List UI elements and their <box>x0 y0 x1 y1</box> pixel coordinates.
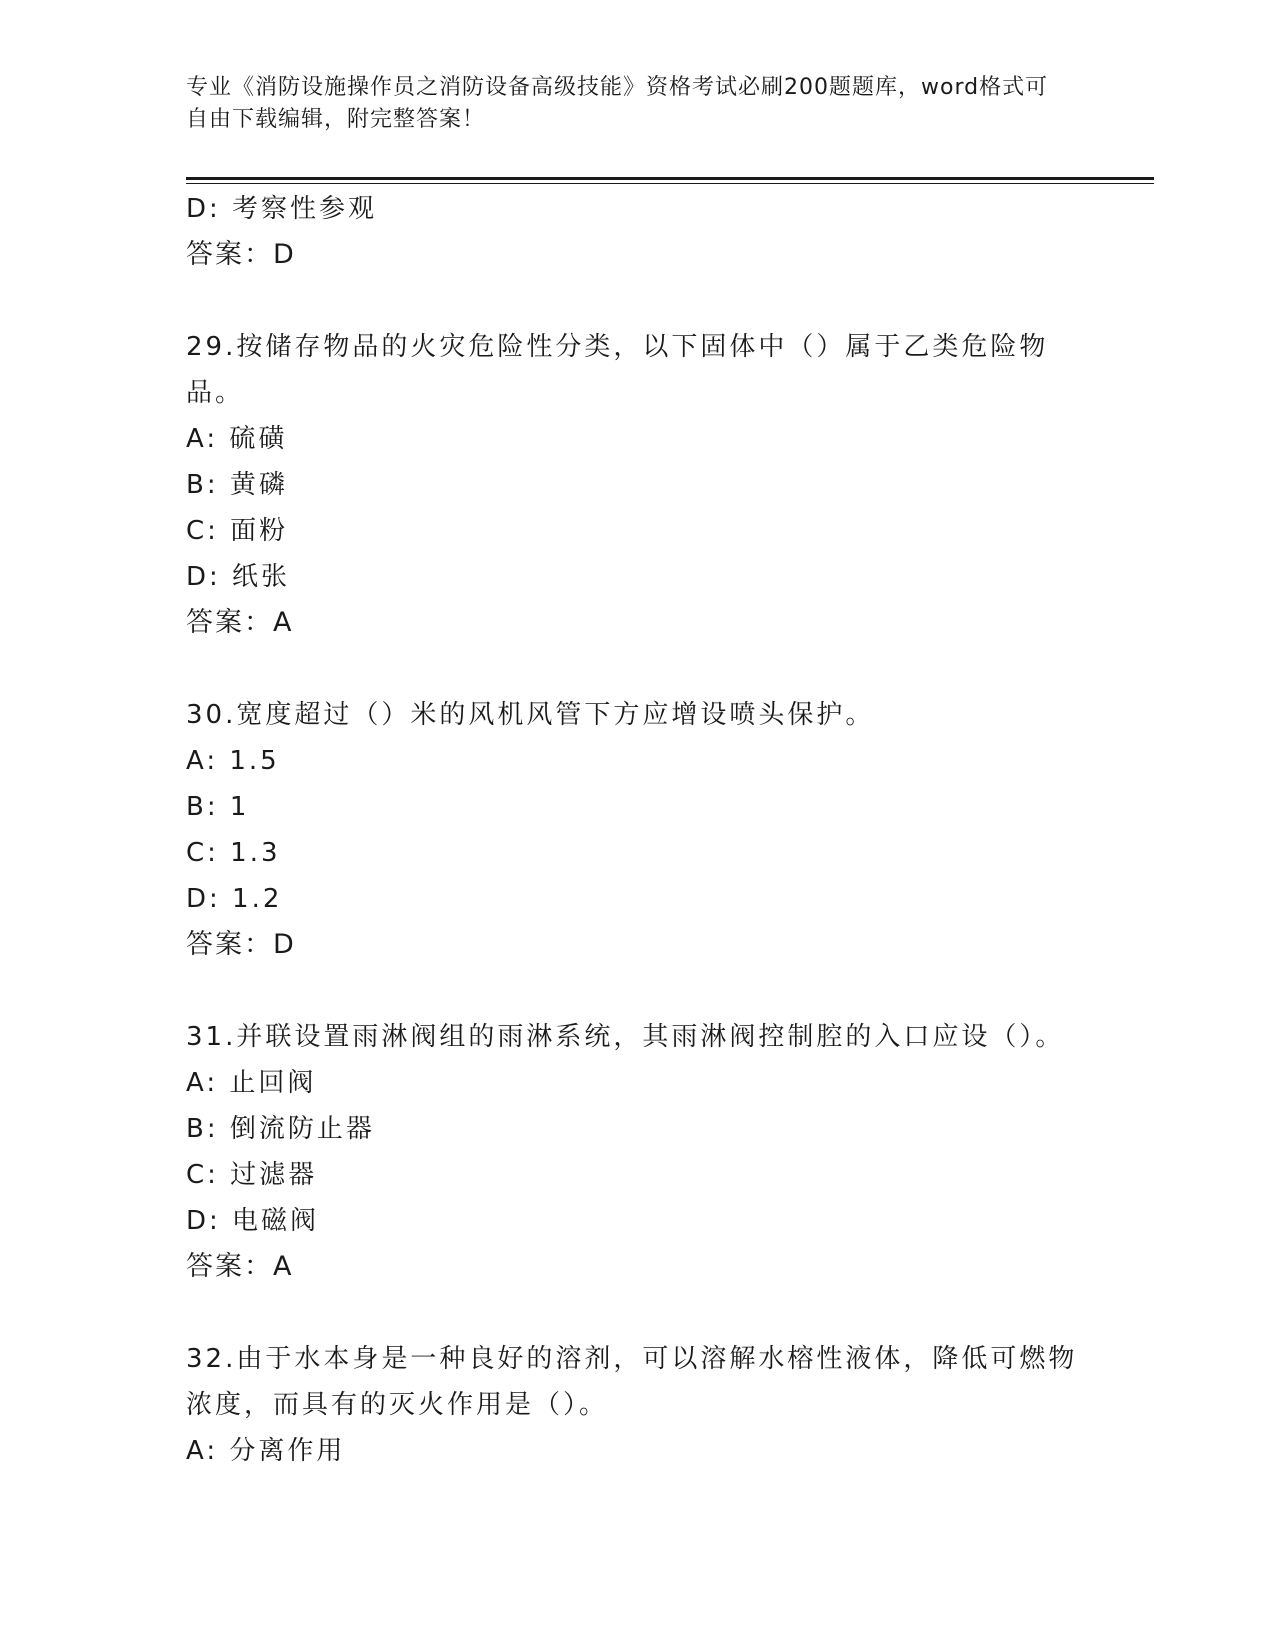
q30-question: 30.宽度超过（）米的风机风管下方应增设喷头保护。 <box>186 700 875 730</box>
spacer <box>186 646 1086 692</box>
q31-question: 31.并联设置雨淋阀组的雨淋系统，其雨淋阀控制腔的入口应设（）。 <box>186 1022 1065 1052</box>
q30-option-a: A: 1.5 <box>186 746 280 776</box>
q31-option-b: B: 倒流防止器 <box>186 1114 375 1144</box>
q31-option-a: A: 止回阀 <box>186 1068 317 1098</box>
q29-answer: 答案：A <box>186 607 294 638</box>
q29-question: 29.按储存物品的火灾危险性分类，以下固体中（）属于乙类危险物品。 <box>186 332 1049 408</box>
q29-option-b: B: 黄磷 <box>186 470 288 500</box>
q29-option-d: D: 纸张 <box>186 562 291 592</box>
header-divider-thick <box>186 177 1154 180</box>
q30-answer: 答案：D <box>186 929 296 960</box>
spacer <box>186 278 1086 324</box>
document-header: 专业《消防设施操作员之消防设备高级技能》资格考试必刷200题题库，word格式可自由下载编辑，附完整答案！ <box>186 75 1049 132</box>
q31-option-c: C: 过滤器 <box>186 1160 318 1190</box>
q29-option-a: A: 硫磺 <box>186 424 288 454</box>
q32-question: 32.由于水本身是一种良好的溶剂，可以溶解水榕性液体，降低可燃物浓度，而具有的灭火作用是（）。 <box>186 1344 1078 1420</box>
q30-option-b: B: 1 <box>186 792 250 822</box>
q30-option-d: D: 1.2 <box>186 884 283 914</box>
q31-option-d: D: 电磁阀 <box>186 1206 320 1236</box>
spacer <box>186 1290 1086 1336</box>
q29-option-c: C: 面粉 <box>186 516 289 546</box>
q30-option-c: C: 1.3 <box>186 838 281 868</box>
q28-option-d: D: 考察性参观 <box>186 194 378 224</box>
header-divider-thin <box>186 183 1154 184</box>
q31-answer: 答案：A <box>186 1251 294 1282</box>
spacer <box>186 968 1086 1014</box>
q32-option-a: A: 分离作用 <box>186 1436 346 1466</box>
q28-answer: 答案：D <box>186 239 296 270</box>
question-list <box>186 186 1086 1474</box>
